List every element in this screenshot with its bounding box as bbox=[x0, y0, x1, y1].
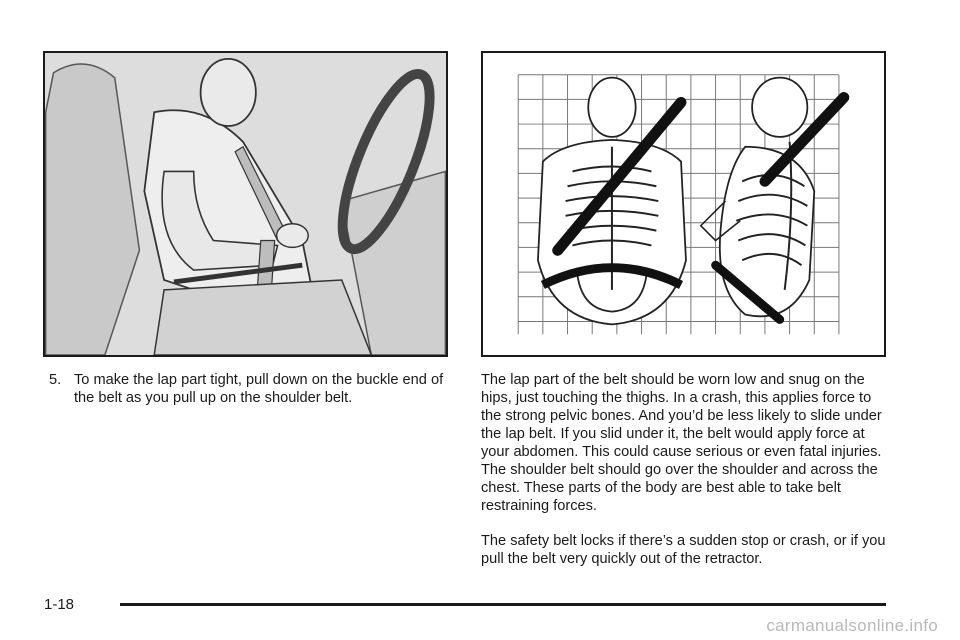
lap-belt-paragraph: The lap part of the belt should be worn low and snug on the hips, just touching the thighs. In a crash, this applies force to the strong pelvic bones. And you’d be less likely to slide under the lap belt. If you slid under it, the belt would apply force at your abdomen. This could cause serious or even fatal injuries. The shoulder belt should go over the shoulder and across the chest. These parts of the body are best able to take belt restraining forces. bbox=[481, 372, 882, 514]
step-text: To make the lap part tight, pull down on the buckle end of the belt as you pull up on the shoulder belt. bbox=[74, 372, 444, 406]
belt-lock-paragraph: The safety belt locks if there’s a sudden stop or crash, or if you pull the belt very quickly out of the retractor. bbox=[481, 533, 886, 567]
page-number: 1-18 bbox=[44, 596, 75, 613]
seat-belt-illustration bbox=[43, 51, 448, 357]
watermark: carmanualsonline.info bbox=[766, 616, 938, 635]
skeleton-belt-diagram bbox=[481, 51, 886, 357]
step-number: 5. bbox=[49, 372, 62, 388]
footer-divider bbox=[120, 603, 886, 606]
